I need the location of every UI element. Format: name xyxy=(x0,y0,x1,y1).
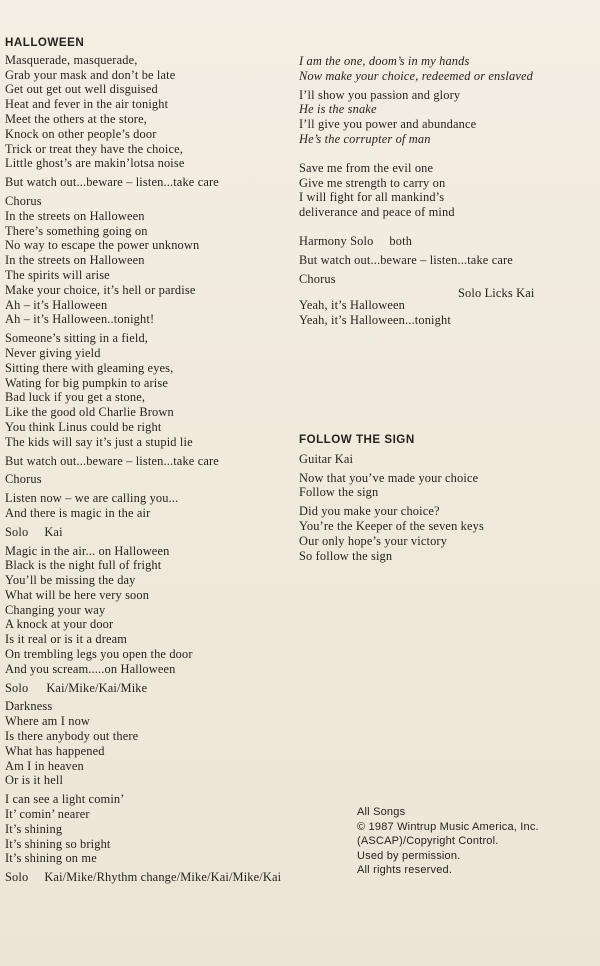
harmony-players: both xyxy=(389,233,413,248)
lyric-line: It’ comin’ nearer xyxy=(5,807,90,822)
lyric-line: The spirits will arise xyxy=(5,267,110,282)
solo-cue xyxy=(5,525,295,540)
song-title-halloween: HALLOWEEN xyxy=(5,36,85,49)
solo-label: Solo xyxy=(5,680,29,695)
credit-line: (ASCAP)/Copyright Control. xyxy=(357,835,499,847)
lyric-line: I will fight for all mankind’s xyxy=(299,190,445,205)
credit-line: Used by permission. xyxy=(357,849,461,862)
lyric-line: Little ghost’s are makin’lotsa noise xyxy=(5,156,185,171)
lyric-line: Darkness xyxy=(5,699,53,714)
lyric-line: Now make your choice, redeemed or enslaved xyxy=(299,68,533,83)
copyright-credits xyxy=(357,805,539,878)
lyric-line: Save me from the evil one xyxy=(299,160,434,175)
lyric-line: Black is the night full of fright xyxy=(5,558,162,573)
lyric-line: And you scream.....on Halloween xyxy=(5,661,176,676)
lyric-line: Knock on other people’s door xyxy=(5,126,157,141)
chorus-label: Chorus xyxy=(5,472,42,487)
song-title-follow-the-sign: FOLLOW THE SIGN xyxy=(299,432,415,446)
right-column xyxy=(299,54,599,563)
lyric-line: Meet the others at the store, xyxy=(5,111,147,126)
solo-players: Kai/Mike/Kai/Mike xyxy=(46,680,148,695)
solo-label: Solo xyxy=(5,870,29,885)
lyric-line: You think Linus could be right xyxy=(5,419,162,434)
lyric-line: He is the snake xyxy=(299,102,377,117)
lyric-line: In the streets on Halloween xyxy=(5,208,145,223)
chorus-label: Chorus xyxy=(299,271,336,286)
lyric-line: You’re the Keeper of the seven keys xyxy=(299,518,484,533)
lyric-line: What has happened xyxy=(5,743,105,758)
harmony-solo-cue xyxy=(299,234,599,249)
dialogue-verse xyxy=(299,88,599,147)
lyric-line: Did you make your choice? xyxy=(299,504,440,519)
lyric-line: Sitting there with gleaming eyes, xyxy=(5,360,174,375)
chorus-label: Chorus xyxy=(5,193,42,208)
lyric-line: Is it real or is it a dream xyxy=(5,632,128,647)
follow-lines-1 xyxy=(299,471,599,501)
lyric-line: Follow the sign xyxy=(299,485,379,500)
lyric-line: Listen now – we are calling you... xyxy=(5,491,179,506)
follow-lines-2 xyxy=(299,504,599,563)
lyric-line: A knock at your door xyxy=(5,617,114,632)
lyric-line: Where am I now xyxy=(5,714,91,729)
verse-1 xyxy=(5,53,295,171)
lyric-line: Heat and fever in the air tonight xyxy=(5,97,169,112)
solo-label: Solo xyxy=(5,524,29,539)
solo-cue xyxy=(5,681,295,696)
lyric-line: Like the good old Charlie Brown xyxy=(5,405,174,420)
bridge-line: But watch out...beware – listen...take care xyxy=(299,252,513,267)
credit-line: © 1987 Wintrup Music America, Inc. xyxy=(357,820,539,833)
lyric-line: And there is magic in the air xyxy=(5,505,151,520)
lyric-line: I’ll show you passion and glory xyxy=(299,87,461,102)
lyric-line: I can see a light comin’ xyxy=(5,792,125,807)
lyric-line: Magic in the air... on Halloween xyxy=(5,543,170,558)
lyric-line: In the streets on Halloween xyxy=(5,253,145,268)
left-column xyxy=(5,34,295,885)
lyric-line: Ah – it’s Halloween..tonight! xyxy=(5,312,155,327)
lyric-line: Bad luck if you get a stone, xyxy=(5,390,146,405)
credit-line: All rights reserved. xyxy=(357,864,453,876)
lyric-line: You’ll be missing the day xyxy=(5,573,136,588)
solo-licks-cue: Solo Licks Kai xyxy=(458,286,535,301)
harmony-label: Harmony Solo xyxy=(299,233,374,248)
solo-players: Kai/Mike/Rhythm change/Mike/Kai/Mike/Kai xyxy=(44,870,282,885)
bridge-line: But watch out...beware – listen...take care xyxy=(5,175,219,190)
lyric-line: deliverance and peace of mind xyxy=(299,205,455,220)
lyric-line: Wating for big pumpkin to arise xyxy=(5,375,168,390)
lyric-line: I am the one, doom’s in my hands xyxy=(299,54,470,68)
verse-2 xyxy=(5,331,295,449)
lyric-line: Or is it hell xyxy=(5,773,64,788)
darkness-section xyxy=(5,699,295,788)
lyric-line: Give me strength to carry on xyxy=(299,175,446,190)
lyric-line: Changing your way xyxy=(5,602,106,617)
listen-lines xyxy=(5,491,295,521)
lyric-line: Never giving yield xyxy=(5,345,101,360)
credit-line: All Songs xyxy=(357,806,406,818)
italic-verse xyxy=(299,54,599,84)
solo-player: Kai xyxy=(44,524,63,539)
lyric-line: Now that you’ve made your choice xyxy=(299,470,479,485)
lyric-line: There’s something going on xyxy=(5,223,148,238)
plea-verse xyxy=(299,161,599,220)
bridge-line: But watch out...beware – listen...take care xyxy=(5,453,219,468)
magic-section xyxy=(5,544,295,677)
lyric-line: Grab your mask and don’t be late xyxy=(5,67,176,82)
lyric-line: Ah – it’s Halloween xyxy=(5,297,108,312)
outro xyxy=(299,286,599,328)
lyric-line: Is there anybody out there xyxy=(5,729,139,744)
lyric-line: Someone’s sitting in a field, xyxy=(5,331,149,346)
lyric-line: On trembling legs you open the door xyxy=(5,647,193,662)
lyric-line: No way to escape the power unknown xyxy=(5,238,200,253)
lyric-line: Yeah, it’s Halloween xyxy=(299,298,406,313)
guitar-cue: Guitar Kai xyxy=(299,451,354,466)
lyric-line: Get out get out well disguised xyxy=(5,82,158,97)
lyric-line: Masquerade, masquerade, xyxy=(5,52,138,67)
lyric-line: Make your choice, it’s hell or pardise xyxy=(5,282,196,297)
lyric-line: It’s shining xyxy=(5,821,63,836)
follow-the-sign-section xyxy=(299,433,599,563)
lyric-line: He’s the corrupter of man xyxy=(299,131,431,146)
lyric-line: Yeah, it’s Halloween...tonight xyxy=(299,313,451,328)
solo-cue xyxy=(5,870,295,885)
lyric-line: Am I in heaven xyxy=(5,758,84,773)
lyric-line: Our only hope’s your victory xyxy=(299,533,448,548)
lyric-line: The kids will say it’s just a stupid lie xyxy=(5,434,193,449)
lyric-line: I’ll give you power and abundance xyxy=(299,117,477,132)
lyric-line: It’s shining so bright xyxy=(5,836,111,851)
lyric-line: It’s shining on me xyxy=(5,851,97,866)
lyric-line: What will be here very soon xyxy=(5,587,150,602)
light-section xyxy=(5,792,295,866)
lyric-line: So follow the sign xyxy=(299,548,393,563)
lyric-line: Trick or treat they have the choice, xyxy=(5,141,184,156)
chorus xyxy=(5,209,295,327)
